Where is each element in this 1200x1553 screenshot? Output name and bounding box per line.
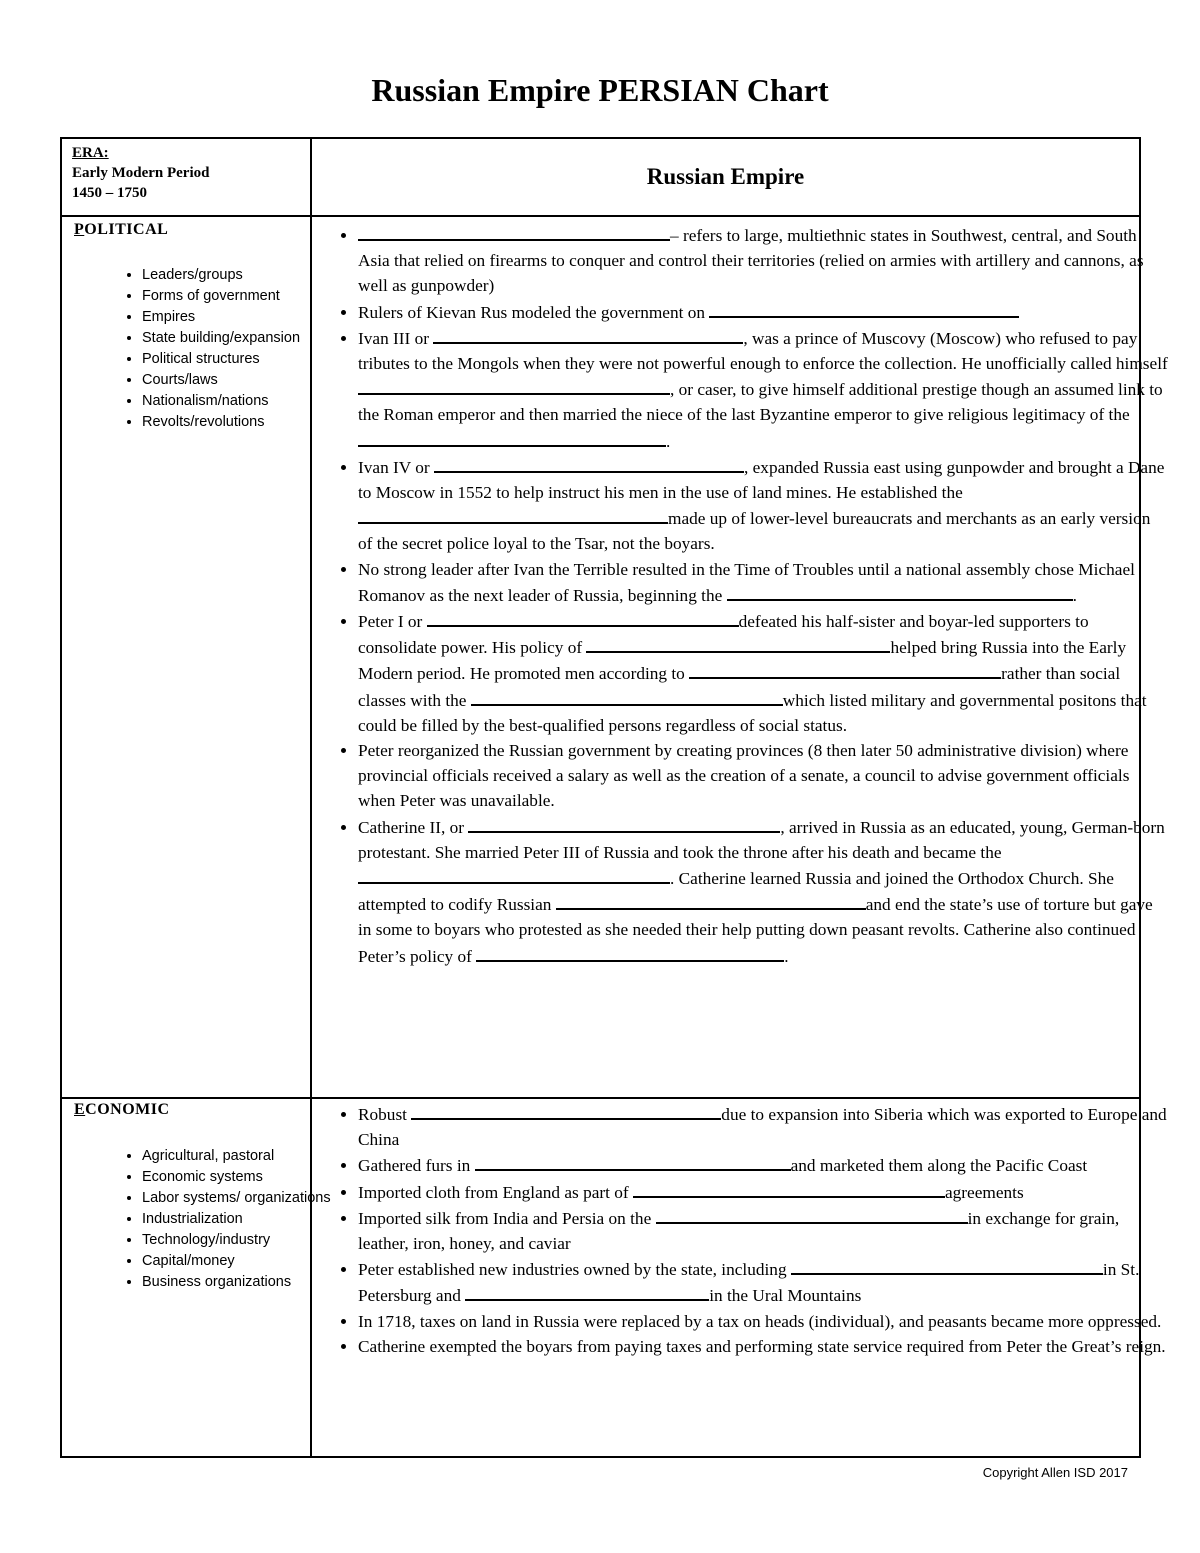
bullet-text: Imported silk from India and Persia on the xyxy=(358,1208,656,1228)
economic-bullet xyxy=(358,1179,1168,1205)
bullet-text: – refers to large, multiethnic states in Southwest, central, and South Asia that relied on firearms to conquer and control their territories (relied on armies with artillery and cannons, as well as gunpowder) xyxy=(358,226,1144,296)
bullet-text: , expanded Russia east using gunpowder and brought a Dane to Moscow in 1552 to help instruct his men in the use of land mines. He established the xyxy=(358,457,1165,503)
fill-in-blank[interactable] xyxy=(656,1205,968,1224)
subtopic-item: • State building/expansion xyxy=(142,328,338,349)
fill-in-blank[interactable] xyxy=(727,582,1073,601)
bullet-text: . xyxy=(1072,585,1077,605)
bullet-text: rather than social classes with the xyxy=(358,664,1121,710)
bullet-text: Ivan III or xyxy=(358,328,434,348)
fill-in-blank[interactable] xyxy=(791,1256,1103,1275)
economic-subtopics xyxy=(106,1146,338,1293)
political-heading-rest: OLITICAL xyxy=(84,221,169,238)
political-bullet xyxy=(358,325,1168,454)
political-bullet xyxy=(358,814,1168,969)
bullet-text: Catherine exempted the boyars from paying taxes and performing state service required from Peter the Great’s reign. xyxy=(358,1336,1166,1356)
subtopic-item: • Empires xyxy=(142,307,338,328)
fill-in-blank[interactable] xyxy=(586,634,890,653)
fill-in-blank[interactable] xyxy=(709,299,1019,318)
era-name: Early Modern Period xyxy=(72,165,210,181)
bullet-text: . Catherine learned Russia and joined the Orthodox Church. She attempted to codify Russian xyxy=(358,869,1114,915)
fill-in-blank[interactable] xyxy=(358,222,670,241)
bullet-text: and marketed them along the Pacific Coast xyxy=(790,1156,1088,1176)
fill-in-blank[interactable] xyxy=(433,325,743,344)
subtopic-item: • Forms of government xyxy=(142,286,338,307)
political-bullet xyxy=(358,454,1168,557)
bullet-text: Robust xyxy=(358,1105,412,1124)
bullet-text: due to expansion into Siberia which was exported to Europe and China xyxy=(358,1105,1167,1150)
subtopic-item: • Business organizations xyxy=(142,1272,338,1293)
fill-in-blank[interactable] xyxy=(475,1152,791,1171)
fill-in-blank[interactable] xyxy=(476,943,784,962)
bullet-text: and end the state’s use of torture but gave in some to boyars who protested as she needed their help putting down peasant revolts. Catherine also continued Peter’s policy of xyxy=(358,895,1153,966)
fill-in-blank[interactable] xyxy=(358,428,666,447)
political-bullet xyxy=(358,299,1168,325)
economic-content xyxy=(322,1101,1168,1359)
column-title: Russian Empire xyxy=(646,164,805,189)
bullet-text: Imported cloth from England as part of xyxy=(358,1182,633,1202)
bullet-text: , arrived in Russia as an educated, young, German-born protestant. She married Peter III of Russia and took the throne after his death and became the xyxy=(358,817,1165,862)
economic-bullet xyxy=(358,1256,1168,1308)
bullet-text: which listed military and governmental positons that could be filled by the best-qualified persons regardless of social status. xyxy=(358,690,1147,735)
political-subtopics xyxy=(106,265,338,433)
era-cell xyxy=(72,143,209,203)
bullet-text: No strong leader after Ivan the Terrible resulted in the Time of Troubles until a national assembly chose Michael Romanov as the next leader of Russia, beginning the xyxy=(358,559,1135,605)
economic-bullet xyxy=(358,1334,1168,1359)
copyright-footer: Copyright Allen ISD 2017 xyxy=(982,1465,1128,1480)
economic-heading-initial: E xyxy=(74,1101,86,1118)
fill-in-blank[interactable] xyxy=(468,814,780,833)
subtopic-item: • Courts/laws xyxy=(142,370,338,391)
bullet-text: Peter reorganized the Russian government by creating provinces (8 then later 50 administrative division) where provincial officials received a salary as well as the creation of a senate, a council to advise government officials when Peter was unavailable. xyxy=(358,741,1130,811)
subtopic-item: • Technology/industry xyxy=(142,1230,338,1251)
economic-row-divider xyxy=(62,1097,1139,1099)
bullet-text: In 1718, taxes on land in Russia were replaced by a tax on heads (individual), and peasants became more oppressed. xyxy=(358,1311,1162,1331)
economic-bullet xyxy=(358,1309,1168,1334)
economic-bullet xyxy=(358,1101,1168,1152)
era-years: 1450 – 1750 xyxy=(72,185,147,201)
political-bullet xyxy=(358,222,1168,299)
fill-in-blank[interactable] xyxy=(411,1101,721,1120)
economic-bullet xyxy=(358,1152,1168,1178)
political-bullet xyxy=(358,557,1168,608)
bullet-text: agreements xyxy=(944,1182,1024,1202)
header-row-divider xyxy=(62,215,1139,217)
bullet-text: Gathered furs in xyxy=(358,1156,475,1176)
subtopic-item: • Labor systems/ organizations xyxy=(142,1188,338,1209)
bullet-text: in the Ural Mountains xyxy=(709,1286,862,1306)
fill-in-blank[interactable] xyxy=(556,891,866,910)
bullet-text: in exchange for grain, leather, iron, honey, and caviar xyxy=(358,1208,1120,1254)
bullet-text: made up of lower-level bureaucrats and merchants as an early version of the secret police loyal to the Tsar, not the boyars. xyxy=(358,509,1151,554)
fill-in-blank[interactable] xyxy=(358,376,670,395)
subtopic-item: • Political structures xyxy=(142,349,338,370)
persian-chart-table xyxy=(60,137,1168,1458)
subtopic-item: • Economic systems xyxy=(142,1167,338,1188)
subtopic-item: • Agricultural, pastoral xyxy=(142,1146,338,1167)
fill-in-blank[interactable] xyxy=(358,505,668,524)
political-content xyxy=(322,222,1168,969)
subtopic-item: • Industrialization xyxy=(142,1209,338,1230)
economic-bullet xyxy=(358,1205,1168,1256)
subtopic-item: • Revolts/revolutions xyxy=(142,412,338,433)
bullet-text: Catherine II, or xyxy=(358,817,469,837)
fill-in-blank[interactable] xyxy=(471,687,783,706)
fill-in-blank[interactable] xyxy=(358,865,670,884)
fill-in-blank[interactable] xyxy=(465,1282,709,1301)
subtopic-item: • Nationalism/nations xyxy=(142,391,338,412)
bullet-text: Ivan IV or xyxy=(358,457,434,477)
bullet-text: Peter I or xyxy=(358,612,427,632)
bullet-text: , or caser, to give himself additional prestige though an assumed link to the Roman emperor and then married the niece of the last Byzantine emperor to give religious legitimacy of the xyxy=(358,380,1163,425)
economic-heading xyxy=(74,1101,170,1119)
era-label: ERA: xyxy=(72,145,109,161)
political-heading-initial: P xyxy=(74,221,85,238)
bullet-text: Rulers of Kievan Rus modeled the government on xyxy=(358,302,710,322)
fill-in-blank[interactable] xyxy=(633,1179,945,1198)
bullet-text: . xyxy=(784,946,789,966)
fill-in-blank[interactable] xyxy=(427,608,739,627)
bullet-text: defeated his half-sister and boyar-led supporters to consolidate power. His policy of xyxy=(358,612,1089,658)
subtopic-item: • Capital/money xyxy=(142,1251,338,1272)
page-title: Russian Empire PERSIAN Chart xyxy=(371,72,829,108)
bullet-text: helped bring Russia into the Early Modern period. He promoted men according to xyxy=(358,638,1127,684)
political-bullet xyxy=(358,608,1168,738)
fill-in-blank[interactable] xyxy=(434,454,744,473)
bullet-text: in St. Petersburg and xyxy=(358,1260,1140,1306)
economic-heading-rest: CONOMIC xyxy=(85,1101,170,1118)
political-bullet xyxy=(358,738,1168,814)
political-heading xyxy=(74,221,168,239)
bullet-text: Peter established new industries owned by the state, including xyxy=(358,1260,791,1280)
bullet-text: . xyxy=(666,431,671,451)
bullet-text: , was a prince of Muscovy (Moscow) who refused to pay tributes to the Mongols when they were not powerful enough to enforce the collection. He unofficially called himself xyxy=(358,328,1168,374)
fill-in-blank[interactable] xyxy=(689,660,1001,679)
subtopic-item: • Leaders/groups xyxy=(142,265,338,286)
